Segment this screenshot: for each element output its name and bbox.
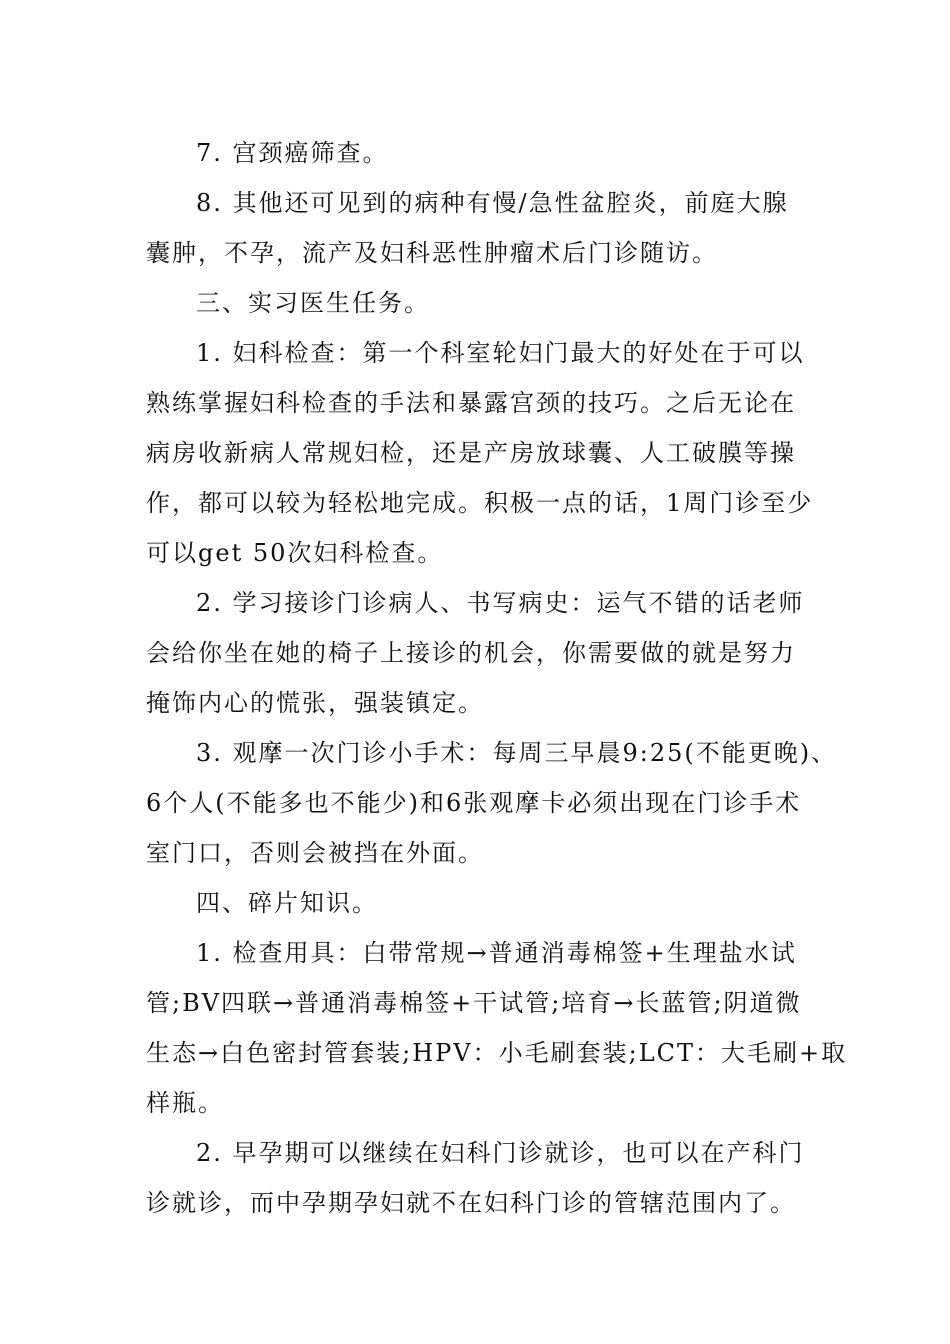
text-line: 3. 观摩一次门诊小手术：每周三早晨9:25(不能更晚)、 xyxy=(196,739,838,767)
text-line: 可以get 50次妇科检查。 xyxy=(146,539,444,567)
paragraph-knowledge-1 xyxy=(146,928,848,1128)
paragraph-task-3 xyxy=(146,728,838,878)
text-line: 诊就诊，而中孕期孕妇就不在妇科门诊的管辖范围内了。 xyxy=(146,1189,796,1217)
text-line: 样瓶。 xyxy=(146,1089,224,1117)
paragraph-knowledge-2 xyxy=(146,1128,814,1228)
text-line: 生态→白色密封管套装;HPV：小毛刷套装;LCT：大毛刷+取 xyxy=(146,1039,848,1067)
text-line: 室门口，否则会被挡在外面。 xyxy=(146,839,484,867)
text-line: 2. 学习接诊门诊病人、书写病史：运气不错的话老师 xyxy=(196,589,805,617)
text-line: 管;BV四联→普通消毒棉签+干试管;培育→长蓝管;阴道微 xyxy=(146,989,802,1017)
paragraph-task-1 xyxy=(146,328,814,578)
text-line: 会给你坐在她的椅子上接诊的机会，你需要做的就是努力 xyxy=(146,639,796,667)
text-line: 2. 早孕期可以继续在妇科门诊就诊，也可以在产科门 xyxy=(196,1139,805,1167)
section-heading-3 xyxy=(146,278,814,328)
text-line: 1. 妇科检查：第一个科室轮妇门最大的好处在于可以 xyxy=(196,339,805,367)
text-line: 三、实习医生任务。 xyxy=(196,289,430,317)
paragraph-item-7 xyxy=(146,128,814,178)
section-heading-4 xyxy=(146,878,814,928)
text-line: 熟练掌握妇科检查的手法和暴露宫颈的技巧。之后无论在 xyxy=(146,389,796,417)
text-line: 囊肿，不孕，流产及妇科恶性肿瘤术后门诊随访。 xyxy=(146,239,718,267)
text-line: 7. 宫颈癌筛查。 xyxy=(196,139,389,167)
text-line: 1. 检查用具：白带常规→普通消毒棉签+生理盐水试 xyxy=(196,939,797,967)
text-line: 8. 其他还可见到的病种有慢/急性盆腔炎，前庭大腺 xyxy=(196,189,789,217)
text-line: 四、碎片知识。 xyxy=(196,889,378,917)
document-body xyxy=(146,128,848,1228)
paragraph-task-2 xyxy=(146,578,814,728)
paragraph-item-8 xyxy=(146,178,814,278)
text-line: 掩饰内心的慌张，强装镇定。 xyxy=(146,689,484,717)
text-line: 作，都可以较为轻松地完成。积极一点的话，1周门诊至少 xyxy=(146,489,814,517)
text-line: 6个人(不能多也不能少)和6张观摩卡必须出现在门诊手术 xyxy=(146,789,802,817)
text-line: 病房收新病人常规妇检，还是产房放球囊、人工破膜等操 xyxy=(146,439,796,467)
